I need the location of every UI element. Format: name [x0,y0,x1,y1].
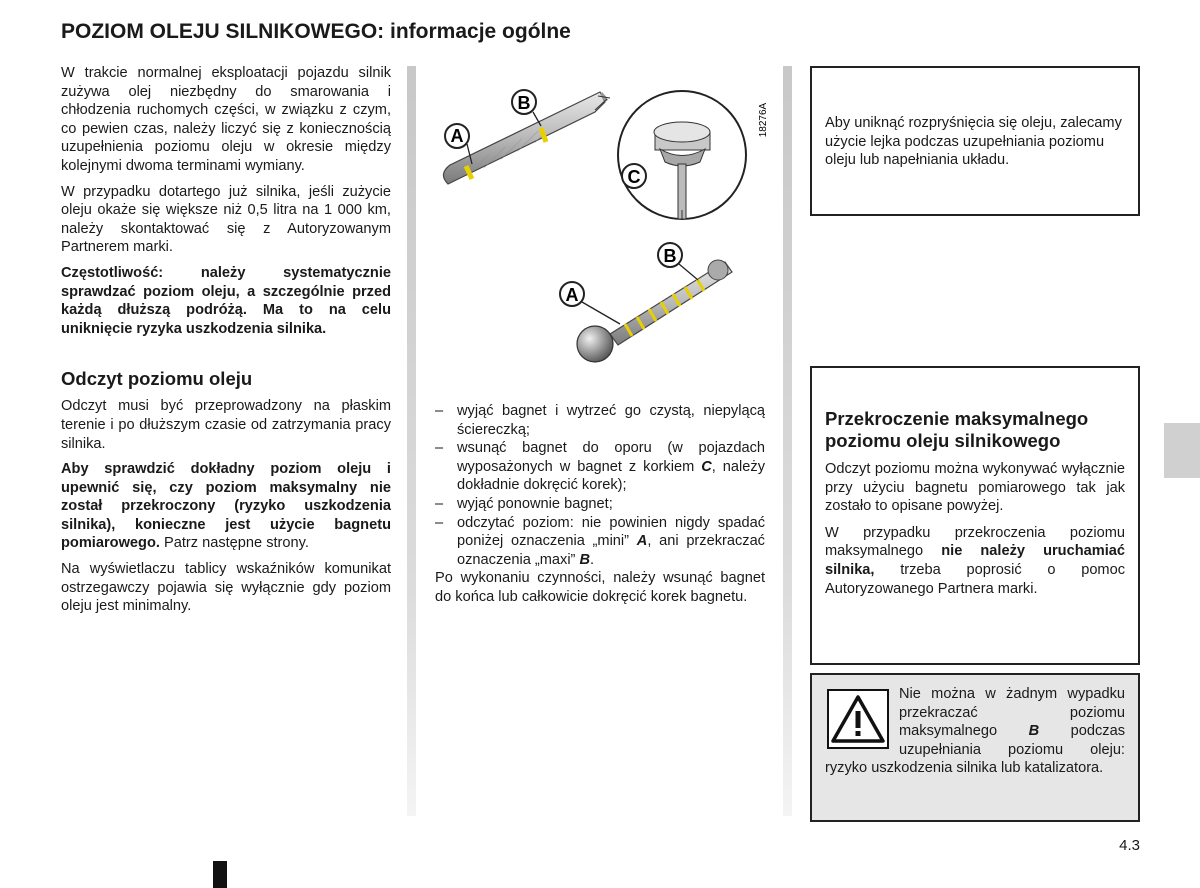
intro-paragraph: W trakcie normalnej eksploatacji pojazdu silnik zużywa olej niezbędny do smarowania i chłodzenia ruchomych części, w związku z czym, co pewien czas, należy liczyć się z koniecznością uzupełnienia poziomu oleju w okresie między kolejnymi dwoma terminami wymiany. [61,65,391,174]
consumption-paragraph: W przypadku dotartego już silnika, jeśli zużycie oleju okaże się większe niż 0,5 litra na 1 000 km, należy skontaktować się z Autoryzowanym Partnerem marki. [61,183,391,256]
step-item [435,439,765,495]
reading-conditions-paragraph: Odczyt musi być przeprowadzony na płaskim terenie i po dłuższym czasie od zatrzymania pracy silnika. [61,398,391,452]
page-number: 4.3 [1119,837,1140,854]
section-heading-reading: Odczyt poziomu oleju [61,368,253,390]
overfill-box [810,366,1140,665]
ref-b: B [579,551,591,568]
step-text: , należy dokładnie dokręcić korek); [457,458,765,494]
frequency-paragraph: Częstotliwość: należy systematycznie sprawdzać poziom oleju, a szczególnie przed każdą dłuższą podróżą. Ma to na celu uniknięcie ryzyka uszkodzenia silnika. [61,264,391,337]
note-box [810,66,1140,216]
warning-text-part: Nie można w żadnym wypadku przekraczać poziomu maksymalnego [899,686,1125,740]
dipstick-paragraph [61,460,391,553]
ref-b-warning: B [1028,723,1040,740]
column-left [61,64,391,616]
funnel-note: Aby uniknąć rozpryśnięcia się oleju, zalecamy użycie lejka podczas uzupełniania poziomu oleju lub napełniania układu. [825,115,1122,169]
step-text: , ani przekraczać oznaczenia „maxi” [457,533,765,568]
step-item [435,495,765,514]
page-title: POZIOM OLEJU SILNIKOWEGO: informacje ogólne [61,20,571,43]
ref-c: C [701,458,712,475]
dash-bullet: – [435,514,444,531]
warning-triangle-icon [827,689,889,749]
label-a-top: A [450,126,464,146]
dipstick-rest-text: Patrz następne strony. [159,535,309,552]
dash-bullet: – [435,495,444,512]
step-text: wyjąć ponownie bagnet; [457,495,613,512]
overfill-paragraph-2 [825,524,1125,598]
overfill-heading: Przekroczenie maksymalnego poziomu oleju silnikowego [825,408,1089,451]
dipstick-bold-text: Aby sprawdzić dokładny poziom oleju i upewnić się, czy poziom maksymalny nie został przekroczony (ryzyko uszkodzenia silnika), konieczne jest użycie bagnetu pomiarowego. [61,461,391,552]
ref-a: A [636,533,648,550]
label-b-bottom: B [663,246,677,266]
figure-code: 18276A [758,102,769,138]
chapter-tab [1164,423,1200,478]
column-middle [435,402,765,607]
steps-list [435,402,765,569]
step-text: wyjąć bagnet i wytrzeć go czystą, niepylącą ściereczką; [457,403,765,438]
step-text: . [590,551,595,568]
step-text: odczytać poziom: nie powinien nigdy spadać poniżej oznaczenia „mini” [457,514,765,550]
overfill-bold-text: nie należy uruchamiać silnika, [825,543,1126,578]
label-b-top: B [517,93,531,113]
flat-dipstick-drawing [443,90,610,184]
step-item [435,402,765,439]
dipstick-illustration [420,62,780,382]
column-divider-left [407,66,416,816]
crop-mark [213,861,227,888]
ball-dipstick-drawing [560,243,732,362]
dash-bullet: – [435,403,444,419]
dashboard-warning-paragraph: Na wyświetlaczu tablicy wskaźników komunikat ostrzegawczy pojawia się wyłącznie gdy poziom oleju jest minimalny. [61,561,391,615]
warning-box [810,673,1140,822]
closing-paragraph: Po wykonaniu czynności, należy wsunąć bagnet do końca lub całkowicie dokręcić korek bagnetu. [435,570,765,605]
step-text: wsunąć bagnet do oporu (w pojazdach wyposażonych w bagnet z korkiem [457,440,765,475]
overfill-text: trzeba poprosić o pomoc Autoryzowanego Partnera marki. [825,561,1125,597]
label-c: C [627,167,641,187]
step-item [435,514,765,570]
warning-text-part: podczas uzupełniania poziomu oleju: ryzyko uszkodzenia silnika lub katalizatora. [825,723,1125,777]
column-divider-right [783,66,792,816]
overfill-paragraph-1: Odczyt poziomu można wykonywać wyłącznie przy użyciu bagnetu pomiarowego tak jak zostało to opisane powyżej. [825,461,1125,515]
label-a-bottom: A [565,285,579,305]
overfill-text: W przypadku przekroczenia poziomu maksymalnego [825,524,1125,560]
cap-detail-drawing [618,91,746,219]
dash-bullet: – [435,440,444,457]
